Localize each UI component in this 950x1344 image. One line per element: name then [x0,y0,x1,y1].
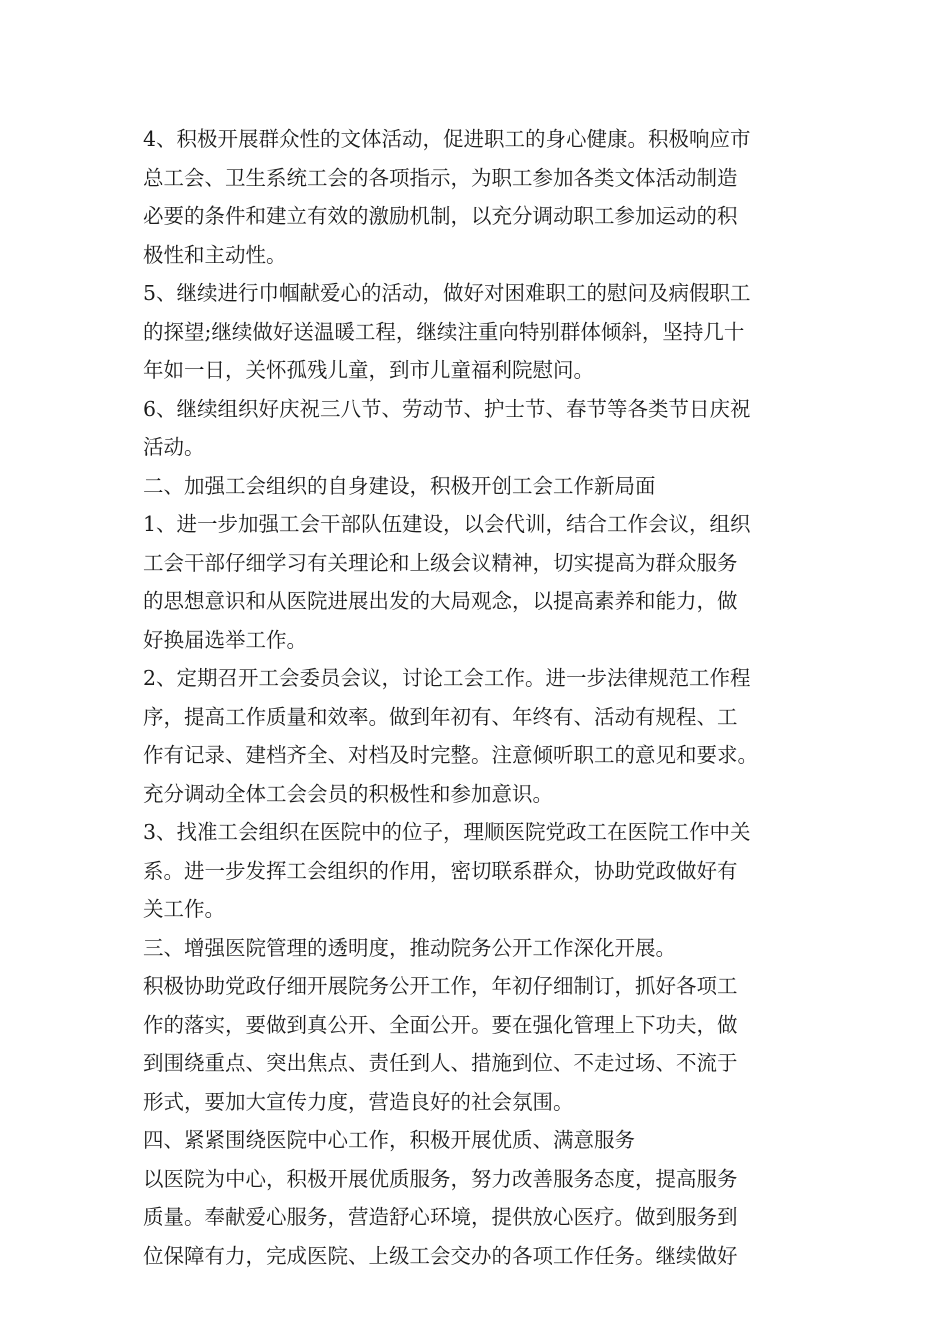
heading-text: 四、紧紧围绕医院中心工作，积极开展优质、满意服务 [143,1128,635,1152]
paragraph-section2-item-2 [143,659,823,813]
text-line: 积极协助党政仔细开展院务公开工作，年初仔细制订，抓好各项工 [143,974,738,998]
heading-text: 二、加强工会组织的自身建设，积极开创工会工作新局面 [143,473,656,498]
section-heading-2 [143,467,823,506]
paragraph-item-5 [143,274,823,390]
heading-text: 三、增强医院管理的透明度，推动院务公开工作深化开展。 [143,935,676,960]
text-line: 到围绕重点、突出焦点、责任到人、措施到位、不走过场、不流于 [143,1051,738,1075]
text-line: 的思想意识和从医院进展出发的大局观念，以提高素养和能力，做 [143,589,738,613]
text-line: 位保障有力，完成医院、上级工会交办的各项工作任务。继续做好 [143,1243,738,1268]
paragraph-item-6 [143,390,823,467]
paragraph-section4-body [143,1160,823,1276]
text-line: 活动。 [143,435,205,459]
text-line: 质量。奉献爱心服务，营造舒心环境，提供放心医疗。做到服务到 [143,1205,738,1229]
section-heading-3 [143,929,823,968]
text-line: 工会干部仔细学习有关理论和上级会议精神，切实提高为群众服务 [143,550,738,575]
text-line: 必要的条件和建立有效的激励机制，以充分调动职工参加运动的积 [143,204,738,228]
text-line: 5、继续进行巾帼献爱心的活动，做好对困难职工的慰问及病假职工 [143,281,751,305]
paragraph-item-4 [143,120,823,274]
text-line: 4、积极开展群众性的文体活动，促进职工的身心健康。积极响应市 [143,127,751,151]
text-line: 序，提高工作质量和效率。做到年初有、年终有、活动有规程、工 [143,704,738,729]
paragraph-section3-body [143,967,823,1121]
paragraph-section2-item-3 [143,813,823,929]
text-line: 作有记录、建档齐全、对档及时完整。注意倾听职工的意见和要求。 [143,743,758,767]
text-line: 6、继续组织好庆祝三八节、劳动节、护士节、春节等各类节日庆祝 [143,396,751,421]
text-line: 的探望;继续做好送温暖工程，继续注重向特别群体倾斜，坚持几十 [143,319,745,344]
text-line: 年如一日，关怀孤残儿童，到市儿童福利院慰问。 [143,358,594,382]
text-line: 形式，要加大宣传力度，营造良好的社会氛围。 [143,1089,574,1114]
text-line: 2、定期召开工会委员会议，讨论工会工作。进一步法律规范工作程 [143,666,751,690]
text-line: 好换届选举工作。 [143,627,307,652]
text-line: 系。进一步发挥工会组织的作用，密切联系群众，协助党政做好有 [143,858,738,883]
paragraph-section2-item-1 [143,505,823,659]
text-line: 以医院为中心，积极开展优质服务，努力改善服务态度，提高服务 [143,1166,738,1191]
text-line: 充分调动全体工会会员的积极性和参加意识。 [143,781,553,806]
section-heading-4 [143,1121,823,1160]
text-line: 总工会、卫生系统工会的各项指示，为职工参加各类文体活动制造 [143,165,738,190]
text-line: 关工作。 [143,897,225,921]
document-body [143,120,823,1275]
text-line: 1、进一步加强工会干部队伍建设，以会代训，结合工作会议，组织 [143,512,751,536]
text-line: 作的落实，要做到真公开、全面公开。要在强化管理上下功夫，做 [143,1012,738,1037]
text-line: 3、找准工会组织在医院中的位子，理顺医院党政工在医院工作中关 [143,820,751,844]
text-line: 极性和主动性。 [143,242,287,267]
